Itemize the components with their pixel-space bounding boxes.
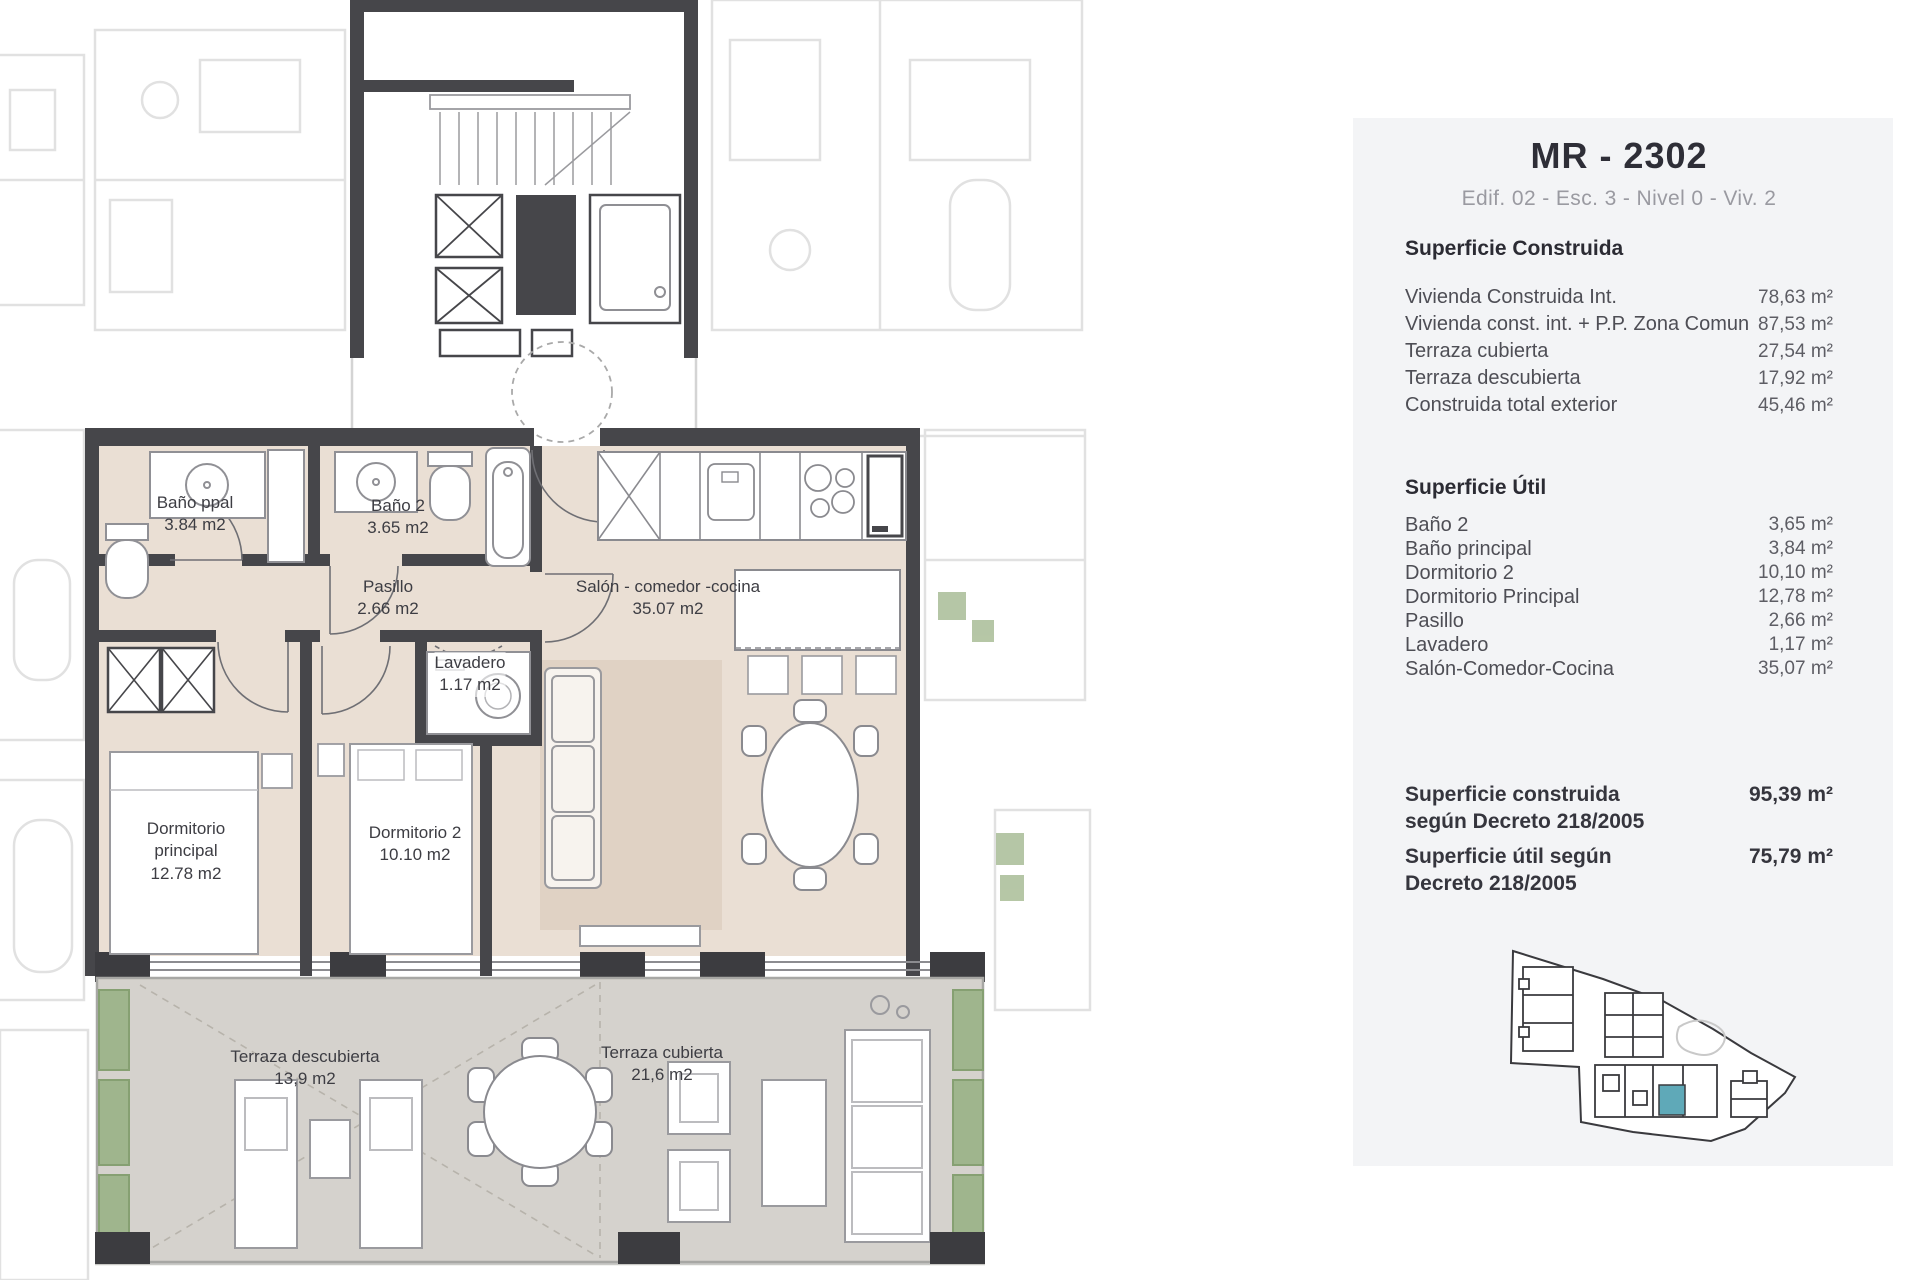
terrace-glazing (99, 956, 930, 978)
area-row: Lavadero 1,17 m² (1405, 634, 1833, 656)
area-row: Vivienda const. int. + P.P. Zona Comun 87,53 m² (1405, 313, 1833, 335)
dining-table (742, 700, 878, 890)
heading-superficie-util: Superficie Útil (1405, 476, 1547, 499)
room-label-bano-ppal: Baño ppal 3.84 m2 (156, 493, 234, 535)
room-label-salon: Salón - comedor -cocina 35.07 m2 (575, 577, 761, 619)
neighbor-planters (938, 592, 1024, 901)
room-label-pasillo: Pasillo 2.66 m2 (357, 577, 419, 619)
heading-superficie-construida: Superficie Construida (1405, 237, 1624, 260)
fridge-icon (868, 456, 902, 536)
building-2 (1605, 993, 1663, 1057)
room-label-lavadero: Lavadero 1.17 m2 (435, 652, 506, 697)
total-row: Superficie útil según Decreto 218/2005 75,79 m² (1405, 845, 1833, 895)
decree-totals (1405, 781, 1833, 897)
area-row: Terraza descubierta 17,92 m² (1405, 367, 1833, 389)
nightstand (318, 744, 344, 776)
area-row: Dormitorio 2 10,10 m² (1405, 562, 1833, 584)
room-label-dormitorio-principal: Dormitorio principal 12.78 m2 (146, 819, 226, 883)
unit-info-panel (1353, 118, 1893, 1166)
room-label-bano-2: Baño 2 3.65 m2 (367, 496, 429, 538)
tv-bench (580, 926, 700, 946)
site-key-plan (1483, 935, 1828, 1153)
area-row: Salón-Comedor-Cocina 35,07 m² (1405, 658, 1833, 680)
area-row: Baño 2 3,65 m² (1405, 514, 1833, 536)
area-row: Vivienda Construida Int. 78,63 m² (1405, 286, 1833, 308)
area-row: Construida total exterior 45,46 m² (1405, 394, 1833, 416)
area-row: Dormitorio Principal 12,78 m² (1405, 586, 1833, 608)
building-3 (1595, 1065, 1717, 1117)
highlighted-unit (1659, 1085, 1685, 1115)
room-label-terraza-descubierta: Terraza descubierta 13,9 m2 (230, 1047, 380, 1089)
terrace (95, 978, 985, 1264)
util-rows (1405, 513, 1833, 681)
area-row: Terraza cubierta 27,54 m² (1405, 340, 1833, 362)
area-row: Pasillo 2,66 m² (1405, 610, 1833, 632)
stair-core (350, 0, 698, 442)
sofa (545, 668, 601, 888)
area-row: Baño principal 3,84 m² (1405, 538, 1833, 560)
building-1 (1519, 967, 1573, 1051)
room-label-terraza-cubierta: Terraza cubierta 21,6 m2 (601, 1043, 723, 1085)
construida-rows (1405, 284, 1833, 419)
kitchen-counter (598, 452, 906, 540)
room-label-dormitorio-2: Dormitorio 2 10.10 m2 (368, 823, 462, 865)
unit-title: MR - 2302 (1530, 135, 1708, 176)
nightstand (262, 754, 292, 788)
unit-subtitle: Edif. 02 - Esc. 3 - Nivel 0 - Viv. 2 (1461, 187, 1777, 210)
total-row: Superficie construida según Decreto 218/2005 95,39 m² (1405, 783, 1833, 833)
